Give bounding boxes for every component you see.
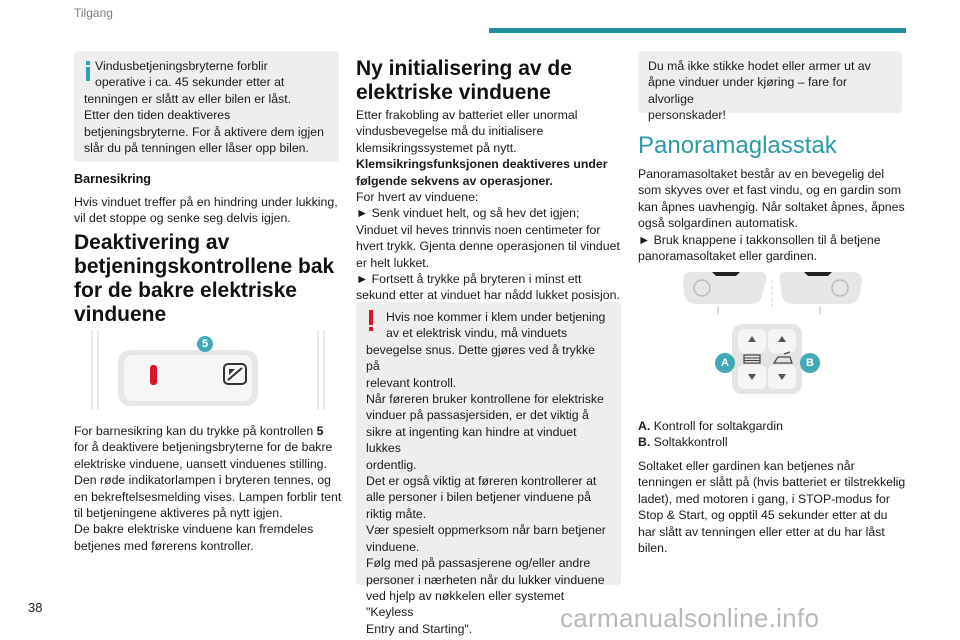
text-line: De bakre elektriske vinduene kan fremdeles [74,522,314,537]
text-line: følgende sekvens av operasjoner. [356,173,553,188]
running-header-section: Tilgang [74,6,113,20]
callout-b: B [800,353,820,373]
text-line: For hvert av vinduene: [356,190,479,205]
note-line: slår du på tenningen eller låser opp bilen. [84,141,309,156]
heading-line: betjeningskontrollene bak [74,255,335,278]
deactivation-heading [74,231,342,327]
callout-5: 5 [197,336,213,352]
text-line: Etter frakobling av batteriet eller unormal [356,108,578,122]
text-line: Vinduet vil heves trinnvis noen centimeter for [356,222,601,237]
heading-line: for de bakre elektriske [74,279,297,302]
reinit-heading [356,57,621,105]
text-line: Hvis vinduet treffer på en hindring under lukking, [74,195,338,209]
note-line: tenningen er slått av eller bilen er låst. [84,91,292,106]
barnesikring-heading: Barnesikring [74,172,151,186]
note-line: åpne vinduer under kjøring – fare for alvorlige [648,75,847,106]
note-line: Etter den tiden deaktiveres [84,108,231,123]
text-line: er helt lukket. [356,255,430,270]
text-line: For barnesikring kan du trykke på kontrollen 5 [74,424,324,438]
barnesikring-text [74,194,342,227]
warning-line: ved hjelp av nøkkelen eller systemet "Keyless [366,588,565,620]
text-line: bilen. [638,541,668,556]
reinit-body [356,107,624,304]
text-line: som skyves over et fast vindu, og en gardin som [638,183,902,198]
info-icon [86,61,90,81]
note-line: Vindusbetjeningsbryterne forblir [95,59,268,73]
note-line: operative i ca. 45 sekunder etter at [95,75,285,90]
page-number: 38 [28,600,43,615]
warning-line: personer i nærheten når du lukker vinduene [366,572,605,587]
text-line: panoramasoltaket eller gardinen. [638,249,818,264]
text-line: ► Senk vinduet helt, og så hev det igjen; [356,206,580,221]
text-line: klemsikringssystemet på nytt. [356,140,517,155]
heading-line: elektriske vinduene [356,81,551,104]
header-accent-bar [489,28,906,33]
text-line: Klemsikringsfunksjonen deaktiveres under [356,157,608,172]
roof-console-illustration [680,266,865,396]
info-note [74,51,339,162]
text-line: for å deaktivere betjeningsbryterne for de bakre [74,440,333,455]
warning-line: av et elektrisk vindu, må vinduets [386,326,568,341]
text-line: ► Bruk knappene i takkonsollen til å betjene [638,232,881,247]
warning-line: Entry and Starting". [366,621,473,636]
text-line: også solgardinen automatisk. [638,216,798,231]
text-line: elektriske vinduene, uansett vinduenes stilling. [74,456,327,471]
text-line: Panoramasoltaket består av en bevegelig del [638,167,885,181]
heading-line: vinduene [74,303,167,326]
warning-line: Når føreren bruker kontrollene for elektriske [366,392,604,407]
warning-icon [369,310,373,331]
text-line: har slått av tenningen eller etter at du har låst [638,524,885,539]
panorama-outro [638,458,910,556]
text-line: betjenes med førerens kontroller. [74,538,254,553]
legend-item: B. Soltakkontroll [638,435,728,450]
warning-line: Vær spesielt oppmerksom når barn betjener [366,523,606,538]
panorama-intro [638,166,908,264]
warning-line: Følg med på passasjerene og/eller andre [366,556,591,571]
warning-line: vinduene. [366,539,420,554]
note-line: Du må ikke stikke hodet eller armer ut av [648,59,871,73]
note-line: betjeningsbryterne. For å aktivere dem igjen [84,124,324,139]
text-line: hvert trykk. Gjenta denne operasjonen til vinduet [356,239,620,254]
heading-line: Ny initialisering av de [356,57,572,80]
watermark: carmanualsonline.info [560,603,820,633]
warning-line: Hvis noe kommer i klem under betjening [386,310,606,324]
text-line: ladet), med motoren i gang, i STOP-modus for [638,491,890,506]
warning-line: bevegelse snus. Dette gjøres ved å trykke på [366,342,595,374]
warning-line: relevant kontroll. [366,375,457,390]
legend-item: A. Kontroll for soltakgardin [638,419,783,433]
text-line: sekund etter at vinduet har nådd lukket posisjon. [356,288,620,303]
warning-line: vinduer på passasjersiden, er det viktig å [366,408,589,423]
text-line: til betjeningene aktiveres på nytt igjen. [74,506,283,521]
panorama-heading: Panoramaglasstak [638,132,837,159]
deactivation-body [74,423,344,554]
heading-line: Deaktivering av [74,231,230,254]
text-line: Soltaket eller gardinen kan betjenes når [638,459,855,473]
warning-line: alle personer i bilen betjener vinduene på [366,490,591,505]
text-line: vil det stoppe og senke seg delvis igjen. [74,211,291,226]
warning-line: Det er også viktig at føreren kontrollerer at [366,474,597,489]
warning-line: ordentlig. [366,457,417,472]
text-line: kan åpnes uavhengig. Når soltaket åpnes, åpnes [638,199,905,214]
callout-a: A [715,353,735,373]
text-line: vindusbevegelse må du initialisere [356,124,544,139]
safety-note [638,51,902,123]
warning-note [356,302,621,636]
note-line: personskader! [648,108,726,123]
control-legend [638,418,908,451]
warning-line: riktig måte. [366,506,427,521]
text-line: en bekreftelsesmelding vises. Lampen forblir tent [74,489,342,504]
text-line: Den røde indikatorlampen i bryteren tennes, og [74,473,332,488]
text-line: ► Fortsett å trykke på bryteren i minst ett [356,272,582,287]
warning-line: sikre at ingenting kan hindre at vinduet lukkes [366,424,577,456]
text-line: Stop & Start, og opptil 45 sekunder etter at du [638,508,888,523]
text-line: tenningen er slått på (hvis batteriet er tilstrekkelig [638,475,906,490]
